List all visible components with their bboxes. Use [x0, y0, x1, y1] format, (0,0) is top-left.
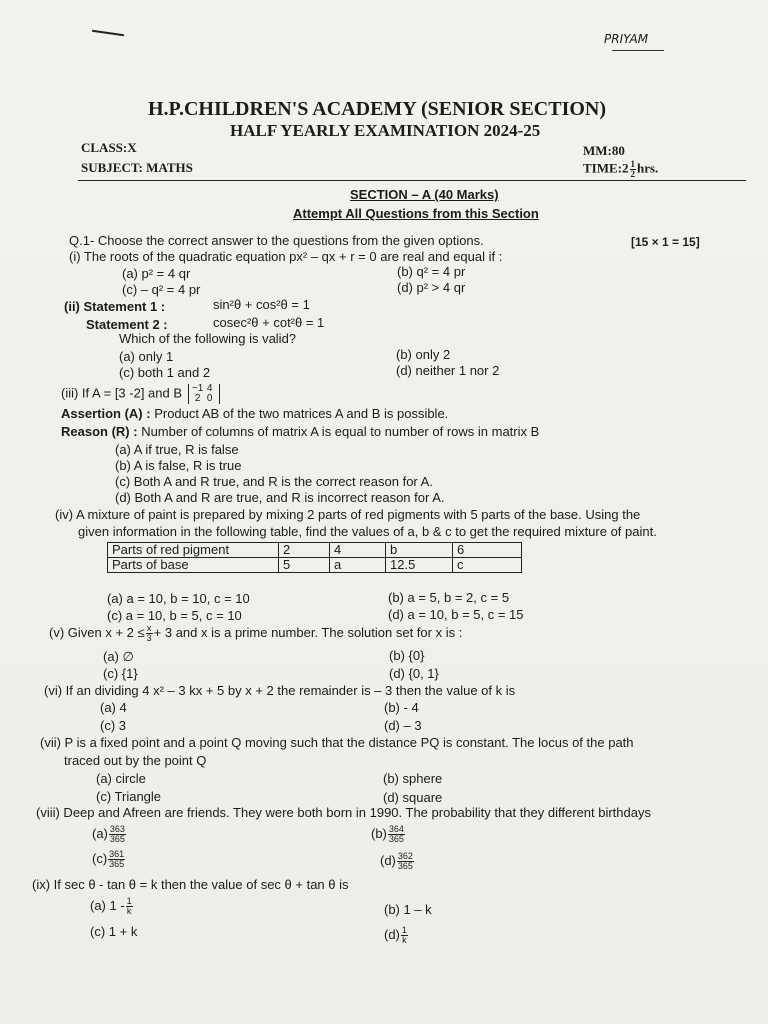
assertion-label: Assertion (A) : — [61, 406, 151, 421]
qviii-option-a — [92, 825, 127, 844]
qiv-option-d: (d) a = 10, b = 5, c = 15 — [388, 607, 524, 622]
matrix-b-22: 0 — [206, 393, 213, 404]
time-num: 1 — [630, 159, 635, 169]
qix-option-a — [90, 897, 134, 916]
qviii-d-fraction — [397, 852, 414, 871]
pigment-table — [107, 542, 522, 573]
qv-option-a: (a) ∅ — [103, 649, 134, 664]
qiv-line1: (iv) A mixture of paint is prepared by mixing 2 parts of red pigments with 5 parts of the base. Using the — [55, 507, 641, 522]
qviii-c-num: 361 — [109, 849, 125, 859]
qix-option-d — [384, 926, 409, 945]
header-rule — [78, 180, 746, 181]
qviii-b-num: 364 — [388, 824, 404, 834]
qiv-option-b: (b) a = 5, b = 2, c = 5 — [388, 590, 510, 605]
class-label: CLASS:X — [81, 140, 137, 155]
table-cell: 12.5 — [386, 558, 453, 573]
qiii-assertion — [61, 406, 448, 421]
qiii-stem — [61, 384, 222, 404]
qvi-option-d: (d) – 3 — [384, 718, 422, 733]
table-cell: a — [330, 558, 386, 573]
qi-option-d: (d) p² > 4 qr — [397, 280, 466, 295]
qvi-option-a: (a) 4 — [100, 700, 127, 715]
qv-option-b: (b) {0} — [389, 648, 425, 663]
qix-a-den: k — [126, 906, 132, 916]
qii-option-a: (a) only 1 — [119, 349, 174, 364]
qviii-b-den: 365 — [388, 834, 404, 844]
assertion-text: Product AB of the two matrices A and B is possible. — [154, 406, 449, 421]
qiv-option-a: (a) a = 10, b = 10, c = 10 — [107, 591, 250, 606]
qv-stem — [49, 624, 462, 643]
qv-post: + 3 and x is a prime number. The solution set for x is : — [153, 624, 463, 640]
qix-d-label: (d) — [384, 926, 400, 942]
section-title: SECTION – A (40 Marks) — [350, 187, 499, 202]
qvii-line1: (vii) P is a fixed point and a point Q moving such that the distance PQ is constant. The locus of the path — [40, 735, 634, 750]
qvi-stem: (vi) If an dividing 4 x² – 3 kx + 5 by x + 2 the remainder is – 3 then the value of k is — [44, 683, 516, 698]
qiv-line2: given information in the following table, find the values of a, b & c to get the required mixture of paint. — [78, 524, 657, 539]
max-marks: MM:80 — [583, 143, 625, 158]
qix-stem: (ix) If sec θ - tan θ = k then the value of sec θ + tan θ is — [32, 877, 349, 892]
qv-pre: (v) Given x + 2 ≤ — [49, 624, 145, 640]
qiii-reason — [61, 424, 539, 439]
qii-option-d: (d) neither 1 nor 2 — [396, 363, 500, 378]
qviii-stem: (viii) Deep and Afreen are friends. They were both born in 1990. The probability that they different birthdays — [36, 805, 651, 820]
table-cell: Parts of red pigment — [108, 543, 279, 558]
qvi-option-b: (b) - 4 — [384, 700, 419, 715]
table-cell: Parts of base — [108, 558, 279, 573]
qviii-d-label: (d) — [380, 852, 396, 868]
qviii-option-b — [371, 825, 406, 844]
table-cell: 5 — [279, 558, 330, 573]
qi-option-b: (b) q² = 4 pr — [397, 264, 466, 279]
qiii-option-a: (a) A if true, R is false — [115, 442, 239, 457]
qiii-option-b: (b) A is false, R is true — [115, 458, 242, 473]
qii-option-c: (c) both 1 and 2 — [119, 365, 211, 380]
qix-a-pre: (a) 1 - — [90, 897, 125, 913]
qi-option-c: (c) – q² = 4 pr — [122, 282, 201, 297]
table-cell: 2 — [279, 543, 330, 558]
time-den: 2 — [630, 169, 635, 179]
qviii-a-num: 363 — [109, 824, 125, 834]
qviii-b-label: (b) — [371, 825, 387, 841]
qv-option-d: (d) {0, 1} — [389, 666, 439, 681]
qix-d-num: 1 — [401, 925, 407, 935]
qvii-option-d: (d) square — [383, 790, 443, 805]
qix-a-fraction — [126, 897, 133, 916]
qvii-option-b: (b) sphere — [383, 771, 443, 786]
handwritten-name: PRIYAM — [604, 32, 649, 46]
qiv-option-c: (c) a = 10, b = 5, c = 10 — [107, 608, 242, 623]
qviii-a-fraction — [109, 825, 126, 844]
time-suffix: hrs. — [637, 160, 659, 176]
qii-statement1-label: (ii) Statement 1 : — [64, 299, 166, 314]
qviii-option-c — [92, 850, 126, 869]
qvii-option-a: (a) circle — [96, 771, 146, 786]
qv-option-c: (c) {1} — [103, 666, 138, 681]
qiii-option-c: (c) Both A and R true, and R is the correct reason for A. — [115, 474, 433, 489]
pen-stroke — [92, 30, 124, 36]
qix-d-den: k — [402, 935, 407, 945]
qvii-option-c: (c) Triangle — [96, 789, 162, 804]
qvi-option-c: (c) 3 — [100, 718, 126, 733]
qix-d-fraction — [401, 926, 408, 945]
table-row — [108, 543, 522, 558]
qix-option-c: (c) 1 + k — [90, 924, 138, 939]
qii-statement2: cosec²θ + cot²θ = 1 — [213, 315, 325, 330]
qv-den: 3 — [146, 633, 152, 643]
matrix-b-21: 2 — [194, 393, 201, 404]
matrix-b-12: 4 — [206, 383, 213, 394]
qviii-b-fraction — [388, 825, 405, 844]
qviii-a-label: (a) — [92, 825, 108, 841]
qviii-d-num: 362 — [397, 851, 413, 861]
matrix-b — [188, 384, 220, 404]
qvii-line2: traced out by the point Q — [64, 753, 207, 768]
time-prefix: TIME:2 — [583, 160, 629, 176]
reason-label: Reason (R) : — [61, 424, 138, 439]
qviii-c-label: (c) — [92, 850, 108, 866]
qv-fraction — [146, 624, 153, 643]
time-allowed — [583, 160, 658, 179]
time-fraction — [630, 160, 637, 179]
qviii-d-den: 365 — [397, 861, 413, 871]
qviii-c-den: 365 — [109, 859, 125, 869]
qii-ask: Which of the following is valid? — [119, 331, 297, 346]
qv-num: x — [146, 623, 152, 633]
qiii-prefix: (iii) If A = [3 -2] and B — [61, 385, 183, 401]
section-instruction: Attempt All Questions from this Section — [293, 206, 539, 221]
exam-title: HALF YEARLY EXAMINATION 2024-25 — [230, 121, 541, 140]
qviii-a-den: 365 — [109, 834, 125, 844]
qix-option-b: (b) 1 – k — [384, 902, 432, 917]
table-row — [108, 558, 522, 573]
qiii-option-d: (d) Both A and R are true, and R is incorrect reason for A. — [115, 490, 445, 505]
qviii-c-fraction — [108, 850, 125, 869]
table-cell: c — [453, 558, 522, 573]
q1-instruction: Q.1- Choose the correct answer to the questions from the given options. — [69, 233, 484, 248]
subject-label: SUBJECT: MATHS — [81, 160, 193, 175]
reason-text: Number of columns of matrix A is equal to number of rows in matrix B — [141, 424, 540, 439]
table-cell: 4 — [330, 543, 386, 558]
name-underline — [612, 50, 664, 51]
table-cell: 6 — [453, 543, 522, 558]
q1-marks: [15 × 1 = 15] — [631, 235, 700, 249]
matrix-b-11: −1 — [191, 383, 204, 394]
qviii-option-d — [380, 852, 415, 871]
table-cell: b — [386, 543, 453, 558]
qii-statement2-label: Statement 2 : — [86, 317, 168, 332]
qii-option-b: (b) only 2 — [396, 347, 451, 362]
qi-stem: (i) The roots of the quadratic equation px² – qx + r = 0 are real and equal if : — [69, 249, 503, 264]
qii-statement1: sin²θ + cos²θ = 1 — [213, 297, 310, 312]
qix-a-num: 1 — [126, 896, 132, 906]
qi-option-a: (a) p² = 4 qr — [122, 266, 191, 281]
school-name: H.P.CHILDREN'S ACADEMY (SENIOR SECTION) — [148, 98, 607, 120]
